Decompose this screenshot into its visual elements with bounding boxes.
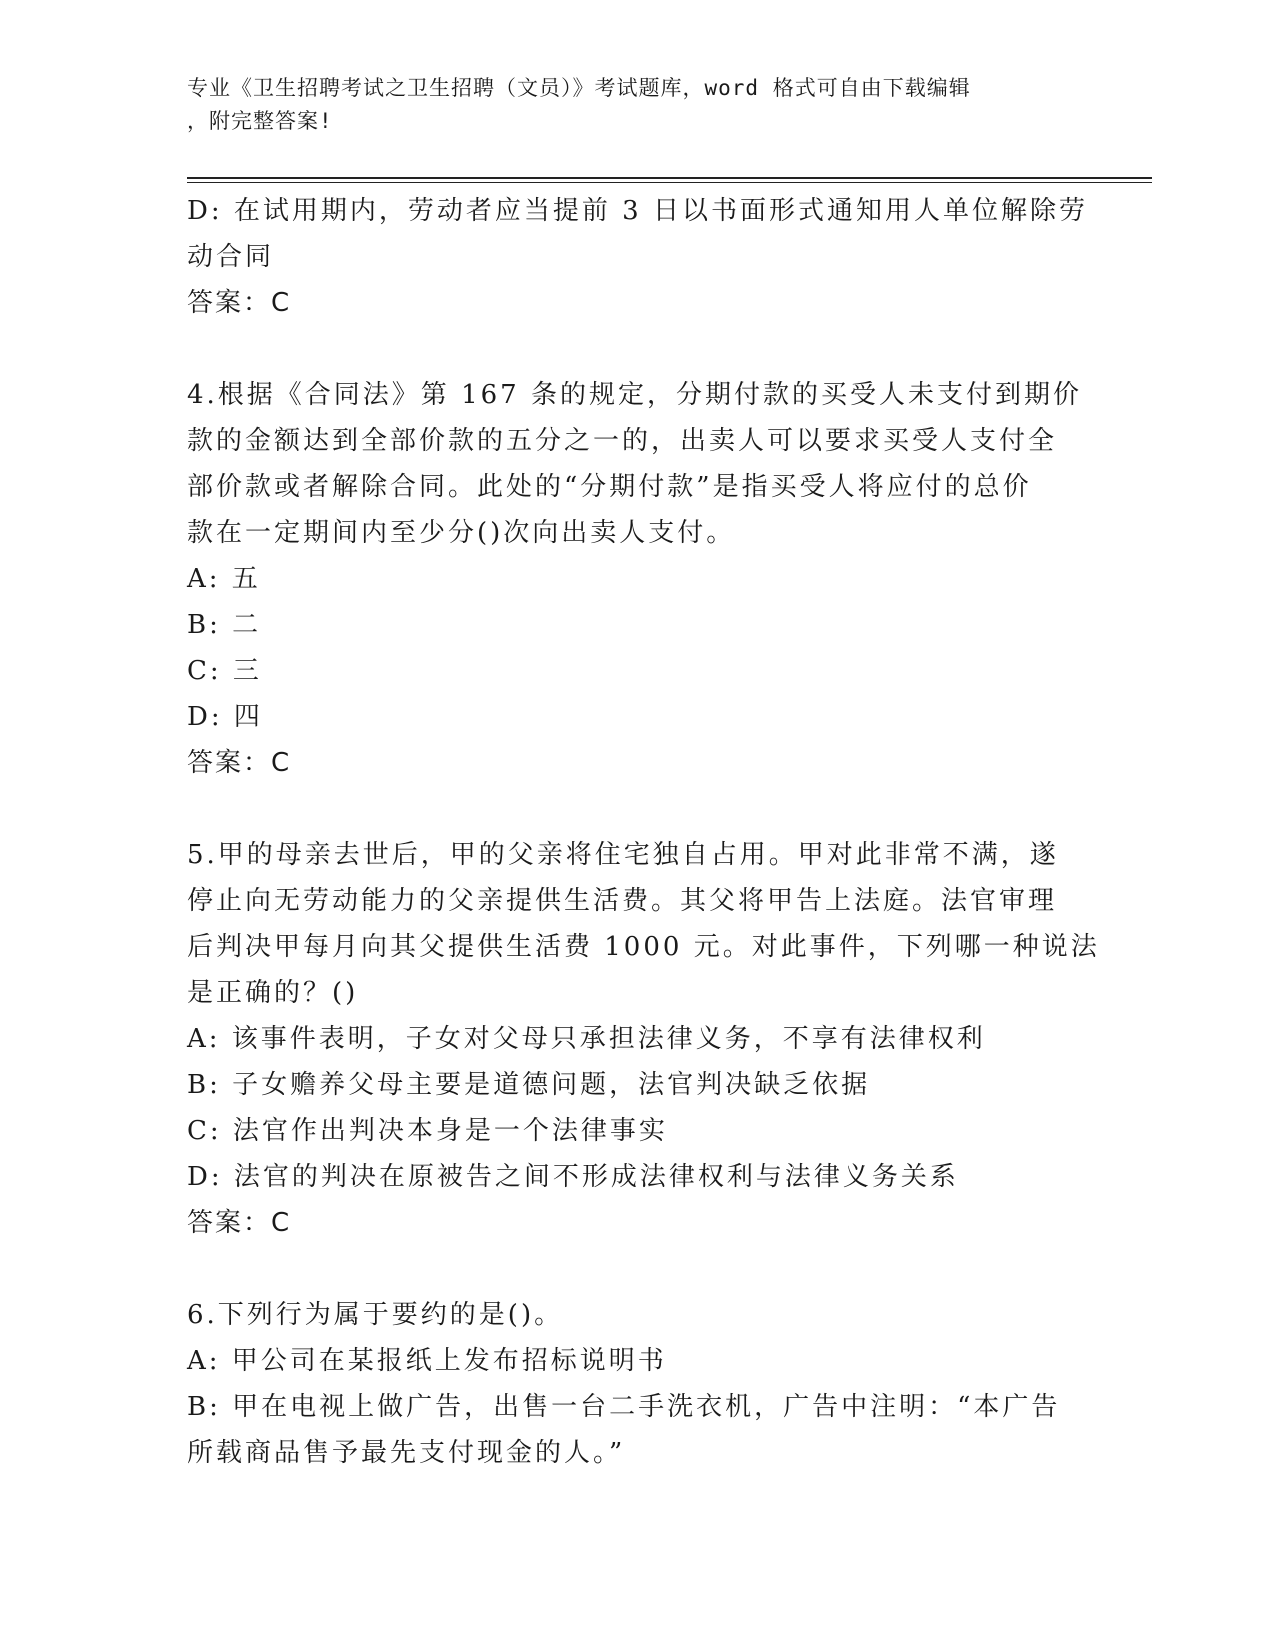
header-divider-thin <box>187 182 1152 183</box>
q6-option-b-line-2: 所载商品售予最先支付现金的人。” <box>187 1438 626 1468</box>
question-content <box>187 188 1100 1476</box>
q4-answer: 答案：C <box>187 748 292 778</box>
q4-stem-line: 款在一定期间内至少分()次向出卖人支付。 <box>187 518 736 548</box>
q6-option-a: A: 甲公司在某报纸上发布招标说明书 <box>187 1346 667 1376</box>
q5-stem-line: 停止向无劳动能力的父亲提供生活费。其父将甲告上法庭。法官审理 <box>187 886 1058 916</box>
q4-option-c: C: 三 <box>187 656 262 686</box>
q5-answer: 答案：C <box>187 1208 292 1238</box>
q4-stem-line: 4.根据《合同法》第 167 条的规定，分期付款的买受人未支付到期价 <box>187 380 1082 410</box>
q5-stem-line: 5.甲的母亲去世后，甲的父亲将住宅独自占用。甲对此非常不满，遂 <box>187 840 1059 870</box>
q5-option-d: D: 法官的判决在原被告之间不形成法律权利与法律义务关系 <box>187 1162 959 1192</box>
document-header <box>187 72 1067 138</box>
q5-stem-line: 后判决甲每月向其父提供生活费 1000 元。对此事件，下列哪一种说法 <box>187 932 1100 962</box>
q4-option-a: A: 五 <box>187 564 261 594</box>
q4-stem-line: 款的金额达到全部价款的五分之一的，出卖人可以要求买受人支付全 <box>187 426 1058 456</box>
q5-option-b: B: 子女赡养父母主要是道德问题，法官判决缺乏依据 <box>187 1070 871 1100</box>
q3-answer: 答案：C <box>187 288 292 318</box>
q6-stem: 6.下列行为属于要约的是()。 <box>187 1300 564 1330</box>
spacer <box>187 786 1087 832</box>
q6-option-b-line-1: B: 甲在电视上做广告，出售一台二手洗衣机，广告中注明：“本广告 <box>187 1392 1061 1422</box>
q5-stem-line: 是正确的？() <box>187 978 359 1008</box>
question-3 <box>187 188 1087 326</box>
q3-option-d-line-2: 动合同 <box>187 242 275 272</box>
question-6 <box>187 1292 1087 1476</box>
q3-option-d-line-1: D: 在试用期内，劳动者应当提前 3 日以书面形式通知用人单位解除劳 <box>187 196 1088 226</box>
header-line-1: 专业《卫生招聘考试之卫生招聘（文员）》考试题库，word 格式可自由下载编辑 <box>187 76 971 100</box>
q4-stem-line: 部价款或者解除合同。此处的“分期付款”是指买受人将应付的总价 <box>187 472 1032 502</box>
q4-option-b: B: 二 <box>187 610 262 640</box>
question-4 <box>187 372 1087 786</box>
spacer <box>187 1246 1087 1292</box>
spacer <box>187 326 1087 372</box>
q5-option-a: A: 该事件表明，子女对父母只承担法律义务，不享有法律权利 <box>187 1024 986 1054</box>
header-line-2: ，附完整答案! <box>187 109 333 133</box>
header-divider-thick <box>187 177 1152 179</box>
q4-option-d: D: 四 <box>187 702 263 732</box>
q5-option-c: C: 法官作出判决本身是一个法律事实 <box>187 1116 668 1146</box>
question-5 <box>187 832 1100 1246</box>
